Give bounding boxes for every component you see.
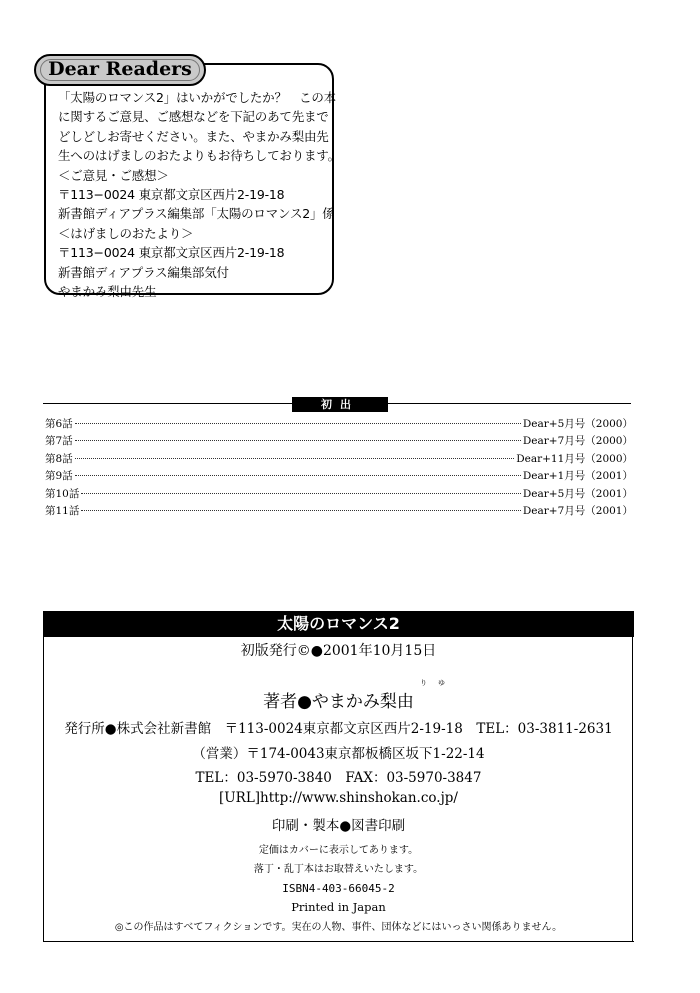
author-line: 著者●やまかみ梨由 — [263, 692, 414, 712]
dear-readers-line: 〒113−0024 東京都文京区西片2-19-18 — [58, 245, 285, 261]
list-item — [45, 503, 633, 520]
dear-readers-line: 〒113−0024 東京都文京区西片2-19-18 — [58, 186, 285, 202]
colophon — [43, 611, 634, 941]
printed-in: Printed in Japan — [291, 900, 386, 914]
dear-readers-line: どしどしお寄せください。また、やまかみ梨由先 — [58, 128, 329, 144]
list-item — [45, 416, 633, 433]
dear-readers-line: やまかみ梨由先生 — [58, 283, 157, 299]
episode-source: Dear+7月号（2000） — [522, 435, 633, 448]
price-note: 定価はカバーに表示してあります。 — [258, 845, 419, 856]
leader-dots — [81, 510, 521, 511]
episode-label: 第10話 — [45, 487, 80, 500]
phone-fax-line: TEL：03-5970-3840 FAX：03-5970-3847 — [195, 770, 482, 786]
episode-source: Dear+5月号（2001） — [522, 487, 633, 500]
url-line: [URL]http://www.shinshokan.co.jp/ — [219, 790, 458, 806]
dear-readers-line: ＜はげましのおたより＞ — [58, 225, 194, 241]
leader-dots — [75, 440, 521, 441]
dear-readers-line: に関するご意見、ご感想などを下記のあて先まで — [58, 109, 329, 125]
colophon-bottom-border — [43, 941, 634, 942]
colophon-title-rule — [43, 636, 634, 637]
episode-label: 第6話 — [45, 418, 73, 430]
colophon-left-border — [43, 636, 44, 941]
printer-line: 印刷・製本●図書印刷 — [271, 818, 406, 834]
leader-dots — [81, 493, 521, 494]
list-item — [45, 468, 633, 485]
fiction-note: ◎この作品はすべてフィクションです。実在の人物、事件、団体などにはいっさい関係ありません。 — [114, 922, 563, 933]
author-ruby-yu: ゆ — [438, 679, 445, 687]
episode-label: 第7話 — [45, 435, 73, 448]
author-ruby-ri: り — [420, 679, 427, 687]
colophon-right-border — [632, 636, 633, 941]
list-item — [45, 433, 633, 450]
episode-source: Dear+7月号（2001） — [522, 504, 633, 517]
list-item — [45, 486, 633, 503]
publisher-line: 発行所●株式会社新書館 〒113-0024東京都文京区西片2-19-18 TEL：03-3811-2631 — [64, 721, 613, 737]
episode-label: 第9話 — [45, 470, 73, 483]
episode-source: Dear+11月号（2000） — [516, 452, 633, 465]
dear-readers-line: 「太陽のロマンス2」はいかがでしたか？ この本 — [58, 90, 336, 105]
dear-readers-title: Dear Readers — [48, 58, 192, 80]
episode-label: 第11話 — [45, 504, 80, 517]
episode-source: Dear+5月号（2000） — [522, 418, 633, 430]
list-item — [45, 451, 633, 468]
dear-readers-line: 新書館ディアプラス編集部気付 — [58, 264, 229, 280]
first-appearance-title: 初出 — [292, 397, 388, 412]
isbn: ISBN4-403-66045-2 — [282, 882, 395, 895]
first-appearance-list — [45, 416, 633, 520]
dear-readers-line: 生へのはげましのおたよりもお待ちしております。 — [58, 148, 340, 164]
episode-source: Dear+1月号（2001） — [522, 470, 633, 483]
dear-readers-line: 新書館ディアプラス編集部「太陽のロマンス2」係 — [58, 206, 335, 222]
leader-dots — [75, 475, 521, 476]
defect-note: 落丁・乱丁本はお取替えいたします。 — [253, 864, 424, 875]
colophon-title: 太陽のロマンス2 — [43, 611, 634, 636]
dear-readers-badge — [34, 54, 206, 86]
episode-label: 第8話 — [45, 452, 73, 465]
first-edition-date: 初版発行©●2001年10月15日 — [240, 643, 437, 659]
sales-line: （営業）〒174-0043東京都板橋区坂下1-22-14 — [192, 746, 485, 762]
leader-dots — [75, 423, 521, 424]
dear-readers-line: ＜ご意見・ご感想＞ — [58, 167, 169, 183]
dear-readers-text — [58, 88, 340, 301]
leader-dots — [75, 458, 515, 459]
